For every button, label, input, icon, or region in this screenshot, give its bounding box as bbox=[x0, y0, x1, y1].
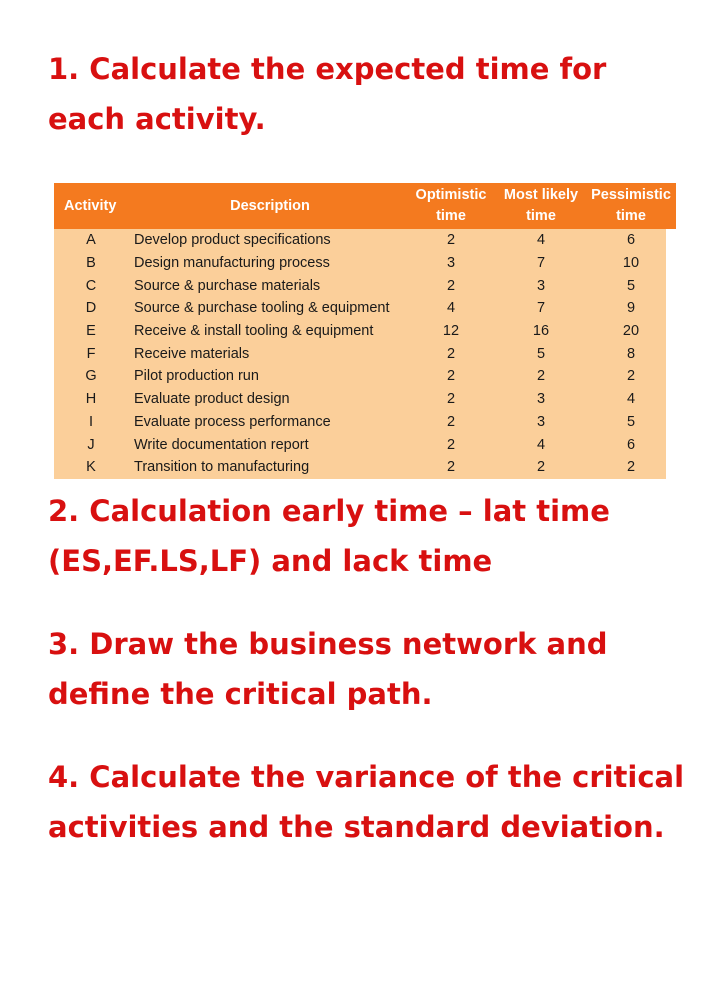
cell-pessimistic: 2 bbox=[626, 459, 636, 476]
header-most-likely bbox=[496, 183, 586, 229]
cell-optimistic: 2 bbox=[446, 391, 456, 408]
cell-pessimistic: 6 bbox=[626, 436, 636, 453]
cell-activity: C bbox=[85, 277, 97, 294]
table-row bbox=[54, 252, 676, 275]
header-pessimistic-line1: Pessimistic bbox=[591, 187, 671, 203]
header-optimistic-line2: time bbox=[436, 208, 466, 224]
cell-activity: D bbox=[85, 300, 97, 317]
cell-description: Source & purchase materials bbox=[134, 277, 321, 294]
cell-description: Develop product specifications bbox=[134, 232, 331, 249]
cell-pessimistic: 6 bbox=[626, 232, 636, 249]
question-2: 2. Calculation early time – lat time (ES,EF.LS,LF) and lack time bbox=[48, 494, 610, 578]
table-row bbox=[54, 388, 676, 411]
cell-description: Transition to manufacturing bbox=[134, 459, 310, 476]
question-4: 4. Calculate the variance of the critical activities and the standard deviation. bbox=[48, 760, 685, 844]
cell-most-likely: 3 bbox=[536, 277, 546, 294]
cell-most-likely: 2 bbox=[536, 459, 546, 476]
table-header-row bbox=[54, 183, 676, 229]
question-3: 3. Draw the business network and define the critical path. bbox=[48, 627, 608, 711]
cell-optimistic: 2 bbox=[446, 277, 456, 294]
activity-table-container bbox=[54, 183, 671, 479]
cell-pessimistic: 5 bbox=[626, 277, 636, 294]
cell-optimistic: 2 bbox=[446, 436, 456, 453]
cell-activity: A bbox=[86, 232, 96, 249]
header-optimistic bbox=[406, 183, 496, 229]
cell-most-likely: 2 bbox=[536, 368, 546, 385]
cell-description: Write documentation report bbox=[134, 436, 309, 453]
cell-description: Evaluate product design bbox=[134, 391, 290, 408]
table-row bbox=[54, 320, 676, 343]
cell-description: Design manufacturing process bbox=[134, 255, 330, 272]
header-most-likely-line2: time bbox=[526, 208, 556, 224]
cell-most-likely: 16 bbox=[532, 323, 550, 340]
cell-pessimistic: 4 bbox=[626, 391, 636, 408]
cell-activity: K bbox=[86, 459, 96, 476]
cell-activity: E bbox=[86, 323, 96, 340]
cell-pessimistic: 9 bbox=[626, 300, 636, 317]
header-most-likely-line1: Most likely bbox=[503, 187, 579, 203]
header-pessimistic bbox=[586, 183, 676, 229]
cell-description: Source & purchase tooling & equipment bbox=[134, 300, 390, 317]
cell-most-likely: 5 bbox=[536, 345, 546, 362]
cell-most-likely: 7 bbox=[536, 255, 546, 272]
header-optimistic-line1: Optimistic bbox=[415, 187, 487, 203]
table-row bbox=[54, 456, 676, 479]
cell-description: Receive materials bbox=[134, 345, 250, 362]
cell-optimistic: 2 bbox=[446, 368, 456, 385]
cell-optimistic: 2 bbox=[446, 413, 456, 430]
table-row bbox=[54, 365, 676, 388]
question-1: 1. Calculate the expected time for each activity. bbox=[48, 52, 607, 136]
header-description: Description bbox=[230, 197, 310, 214]
cell-optimistic: 2 bbox=[446, 345, 456, 362]
cell-activity: J bbox=[87, 436, 95, 453]
table-row bbox=[54, 342, 676, 365]
table-row bbox=[54, 229, 676, 252]
table-row bbox=[54, 274, 676, 297]
cell-pessimistic: 10 bbox=[622, 255, 640, 272]
cell-most-likely: 4 bbox=[536, 232, 546, 249]
cell-optimistic: 12 bbox=[442, 323, 460, 340]
table-row bbox=[54, 297, 676, 320]
cell-most-likely: 3 bbox=[536, 391, 546, 408]
cell-optimistic: 3 bbox=[446, 255, 456, 272]
cell-pessimistic: 20 bbox=[622, 323, 640, 340]
cell-description: Pilot production run bbox=[134, 368, 259, 385]
cell-activity: B bbox=[86, 255, 96, 272]
cell-description: Evaluate process performance bbox=[134, 413, 331, 430]
activity-table bbox=[54, 183, 676, 479]
cell-activity: I bbox=[88, 413, 94, 430]
cell-pessimistic: 8 bbox=[626, 345, 636, 362]
cell-optimistic: 4 bbox=[446, 300, 456, 317]
cell-description: Receive & install tooling & equipment bbox=[134, 323, 374, 340]
table-row bbox=[54, 433, 676, 456]
cell-activity: H bbox=[85, 391, 97, 408]
cell-optimistic: 2 bbox=[446, 459, 456, 476]
cell-activity: G bbox=[85, 368, 97, 385]
cell-optimistic: 2 bbox=[446, 232, 456, 249]
cell-pessimistic: 5 bbox=[626, 413, 636, 430]
cell-most-likely: 4 bbox=[536, 436, 546, 453]
cell-most-likely: 3 bbox=[536, 413, 546, 430]
cell-activity: F bbox=[86, 345, 96, 362]
table-row bbox=[54, 411, 676, 434]
header-pessimistic-line2: time bbox=[616, 208, 646, 224]
cell-most-likely: 7 bbox=[536, 300, 546, 317]
header-activity: Activity bbox=[64, 197, 117, 214]
cell-pessimistic: 2 bbox=[626, 368, 636, 385]
